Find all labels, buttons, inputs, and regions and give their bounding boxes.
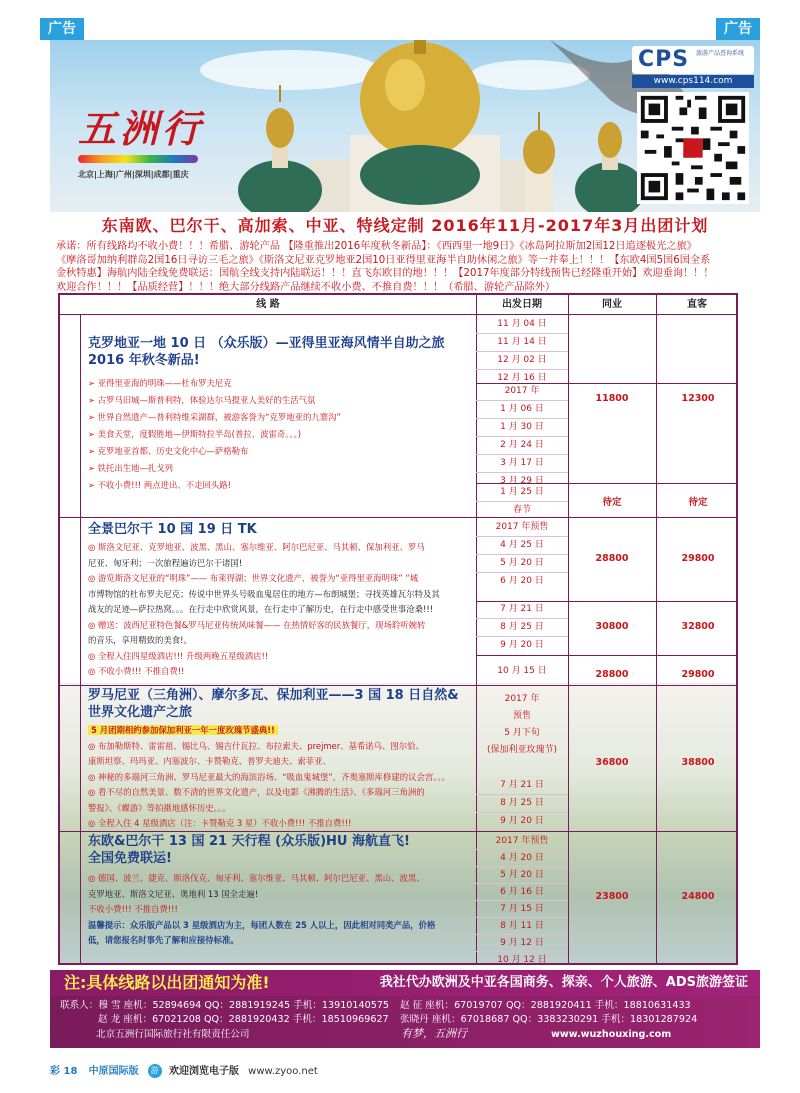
route-3-dates-b: 7 月 21 日 8 月 25 日 9 月 20 日 [476,777,568,830]
page-footer [50,1063,318,1081]
route-2-peer-price-3: 28800 [595,669,629,680]
route-3-title: 罗马尼亚（三角洲）、摩尔多瓦、保加利亚——3 国 18 日自然& 世界文化遗产之旅 [88,688,459,720]
header-route: 线 路 [60,295,476,315]
website-link[interactable]: www.wuzhouxing.com [551,1029,672,1040]
route-2-dates-a: 2017 年预售 4 月 25 日 5 月 20 日 6 月 20 日 [476,519,568,590]
route-2-title: 全景巴尔干 10 国 19 日 TK [88,522,257,537]
route-2-dates-b: 7 月 21 日 8 月 25 日 9 月 20 日 [476,601,568,654]
page-title: 东南欧、巴尔干、高加索、中亚、特线定制 2016年11月-2017年3月出团计划 [101,216,709,235]
route-2-points: ◎ 斯洛文尼亚、克罗地亚、波黑、黑山、塞尔维亚、阿尔巴尼亚、马其顿、保加利亚、罗马 尼亚、匈牙利；一次旅程遍访巴尔干诸国! ◎ 游览斯洛文尼亚的“明珠”—— 布莱得湖；世界文化遗产，被誉为“亚得里亚海明珠” “城 市博物馆的杜布罗夫尼克；传说中世界头号吸血鬼居住的地方—布朗城堡；寻找英雄瓦尔特及其 战友的足迹—萨拉热窝。。。在行走中欣赏风景，在行走中了解历史，在行走中感受世事沧桑!!! ◎ 赠送：波西尼亚特色餐&罗马尼亚传统风味餐—— 在热情好客的民族餐厅，现场聆听婉转 的音乐，享用精致的美食!。 ◎ 全程入住四星级酒店!!! 升级两晚五星级酒店!! ◎ 不收小费!!! 不推自费!! [88,542,440,676]
route-2-peer-price-2: 30800 [595,621,629,632]
travel-badge-icon: 游 [148,1064,162,1078]
route-4-peer-price: 23800 [595,891,629,902]
cps-url: www.cps114.com [632,75,754,88]
cps-qr-panel [632,46,754,206]
ebook-label: 欢迎浏览电子版 [168,1066,239,1077]
route-1-title: 克罗地亚一地 10 日 （众乐版）—亚得里亚海风情半自助之旅 2016 年秋冬新品! [88,336,445,368]
slogan: 有梦，五洲行 [401,1027,467,1040]
header-peer-price: 同业 [568,295,656,315]
page-number: 彩 18 [50,1066,78,1077]
ad-tag-right: 广告 [716,18,760,40]
contact-1: 联系人：穆 雪 座机：52894694 QQ：2881919245 手机：13910140575 [60,1000,390,1011]
route-4-title: 东欧&巴尔干 13 国 21 天行程 (众乐版)HU 海航直飞! 全国免费联运! [88,834,410,866]
route-4-direct-price: 24800 [681,891,715,902]
contact-4: 张晓丹 座机：67018687 QQ：3383230291 手机：18301287924 [400,1014,698,1025]
route-2-peer-price: 28800 [595,553,629,564]
route-2-dates-c: 10 月 15 日 [497,666,547,676]
edition-name: 中原国际版 [88,1066,139,1077]
route-1-dates-c: 1 月 25 日 春节 [476,484,568,519]
route-1-points: ➢ 亚得里亚海的明珠——杜布罗夫尼克 ➢ 古罗马旧城—斯普利特，体验达尔马提亚人美好的生活气氛 ➢ 世界自然遗产—普利特维采湖群，被游客誉为“克罗地亚的九寨沟” ➢ 美食天堂，度假胜地—伊斯特拉半岛(普拉、波雷奇。。。) ➢ 克罗地亚首都、历史文化中心—萨格勒布 ➢ 铁托出生地—扎戈列 ➢ 不收小费!!! 两点进出、不走回头路! [88,378,341,490]
contact-block [50,996,760,1048]
company-logo: 五洲行 北京|上海|广州|深圳|成都|重庆 [78,106,205,179]
contact-2: 赵 征 座机：67019707 QQ：2881920411 手机：18810631433 [400,1000,691,1011]
route-4-points: ◎ 德国、波兰、捷克、斯洛伐克、匈牙利、塞尔维亚、马其顿、阿尔巴尼亚、黑山、波黑、 克罗地亚、斯洛文尼亚、奥地利 13 国全走遍! 不收小费!!! 不推自费!!! 温馨提示：众乐版产品以 3 星级酒店为主，每团人数在 25 人以上，因此相对同类产品，价格 低，请您报名时事先了解和应接待标准。 [88,873,436,945]
rose-festival-highlight: 5 月团期相约参加保加利亚一年一度玫瑰节盛典!! [88,725,278,735]
route-3-peer-price: 36800 [595,757,629,768]
cps-logo: CPS 旅游产品查询系统 [632,46,754,74]
route-2-direct-price-3: 29800 [681,669,715,680]
header-date: 出发日期 [476,295,568,315]
footer-banner [50,970,760,996]
route-1-dates-b: 2017 年 1 月 06 日 1 月 30 日 2 月 24 日 3 月 17 日 3 月 29 日 [476,383,568,490]
ad-tag-left: 广告 [40,18,84,40]
route-1-dates-a: 11 月 04 日 11 月 14 日 12 月 02 日 12 月 16 日 [476,316,568,387]
route-1-direct-price: 12300 [681,393,715,404]
route-1-direct-price-2: 待定 [688,497,708,508]
route-3-direct-price: 38800 [681,757,715,768]
footer-notice: 注:具体线路以出团通知为准! [64,973,270,992]
header-direct-price: 直客 [656,295,738,315]
route-4-dates: 2017 年预售 4 月 20 日 5 月 20 日 6 月 16 日 7 月 15 日 8 月 11 日 9 月 12 日 10 月 12 日 [476,833,568,965]
route-3-dates-a: 2017 年 预售 5 月下旬 (保加利亚玫瑰节) [486,694,558,755]
header-banner [50,40,760,212]
route-1-peer-price-2: 待定 [602,497,622,508]
route-3-points: 5 月团期相约参加保加利亚一年一度玫瑰节盛典!! ◎ 布加勒斯特、雷雷祖、锡比乌、锡吉什瓦拉、布拉索夫、prejmer、基希诺乌、图尔恰、 康斯坦察、玛玛亚、内塞波尔、卡赞勒克、普罗夫迪夫、索菲亚、 ◎ 神秘的多瑙河三角洲、罗马尼亚最大的海滨浴场、“吸血鬼城堡”，齐奥塞斯库修建的议会宫。。。 ◎ 看不尽的自然美景、数不清的世界文化遗产，以及电影《沸腾的生活》、《多瑙河三角洲的 警报》、《蝶游》等拍摄地感怀历史。。。 ◎ 全程入住 4 星级酒店（注：卡赞勒克 3 星）不收小费!!! 不推自费!!! [88,725,451,828]
company-name: 北京五洲行国际旅行社有限责任公司 [96,1029,250,1040]
route-2-direct-price: 29800 [681,553,715,564]
route-2-direct-price-2: 32800 [681,621,715,632]
qr-code [637,92,749,204]
footer-agency-services: 我社代办欧洲及中亚各国商务、探亲、个人旅游、ADS旅游签证 [379,975,748,990]
schedule-table [58,293,738,965]
route-1-peer-price: 11800 [595,393,629,404]
promo-text: 承诺：所有线路均不收小费！！！希腊、游轮产品 【隆重推出2016年度秋冬新品】：《西西里一地9日》《冰岛阿拉斯加2国12日追逐极光之旅》 《摩洛哥加纳利群岛2国16日寻访三毛之旅》《斯洛文尼亚克罗地亚2国10日亚得里亚海半自助休闲之旅》等一并奉上！！！【东欧4国5国6国全系 金秋特惠】海航内陆全线免费联运：国航全线支持内陆联运！！！直飞东欧目的地！！！【2017年度部分特线预售已经隆重开始】欢迎垂询！！！ 欢迎合作！！！【品质经营】！！！绝大部分线路产品继续不收小费、不推自费！！！（希腊、游轮产品除外） [56,241,714,293]
ebook-url[interactable]: www.zyoo.net [248,1066,318,1077]
contact-3: 赵 龙 座机：67021208 QQ：2881920432 手机：18510969627 [98,1014,389,1025]
